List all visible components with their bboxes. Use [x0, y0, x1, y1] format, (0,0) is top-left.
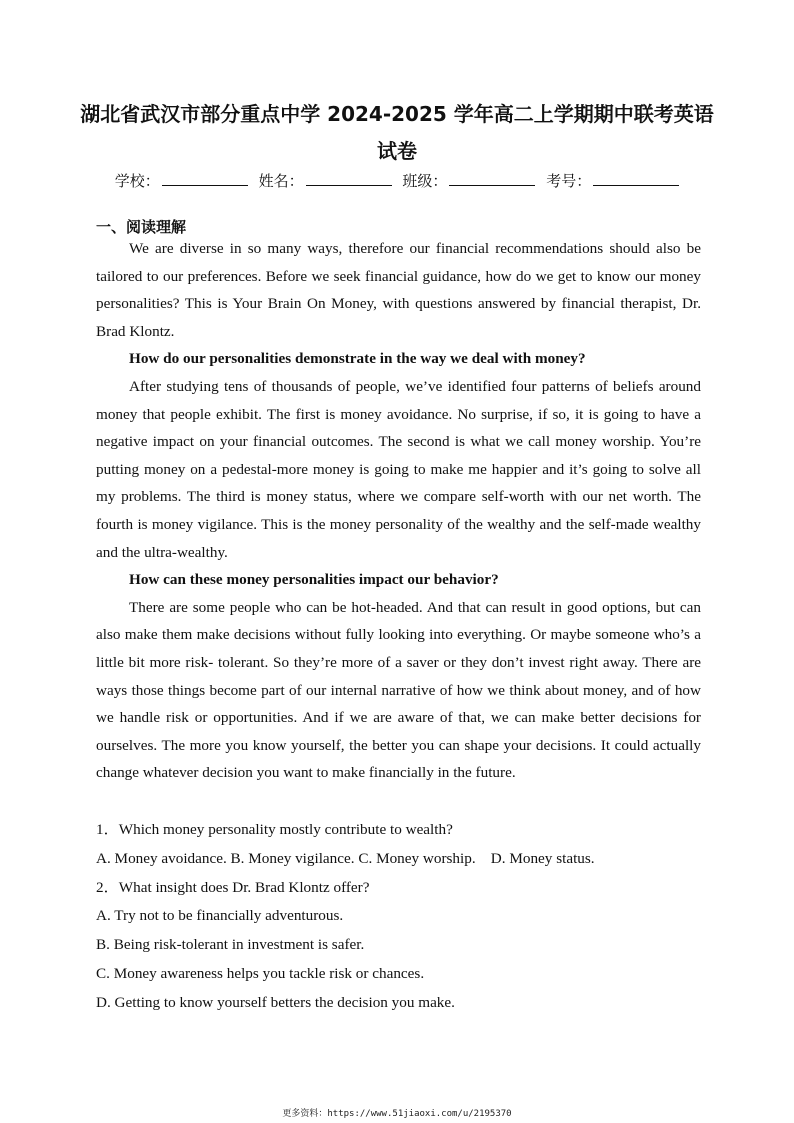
student-info-line: [0, 170, 794, 191]
school-blank: [162, 171, 248, 186]
class-field: [402, 172, 540, 190]
name-blank: [306, 171, 392, 186]
class-label: 班级：: [402, 172, 448, 190]
question-2-option-a: A. Try not to be financially adventurous.: [96, 907, 344, 925]
question-2-option-b: B. Being risk-tolerant in investment is safer.: [96, 936, 365, 954]
school-label: 学校：: [114, 172, 160, 190]
school-field: [115, 172, 253, 190]
exam-number-field: [546, 172, 679, 190]
question-2-option-c: C. Money awareness helps you tackle risk or chances.: [96, 964, 425, 982]
name-label: 姓名：: [258, 172, 304, 190]
exam-title-line2: 试卷: [377, 139, 417, 163]
passage-subheading-2: How can these money personalities impact our behavior?: [129, 571, 499, 589]
exam-number-label: 考号：: [546, 172, 592, 190]
passage-paragraph-2: After studying tens of thousands of people, we’ve identified four patterns of beliefs around money that people exhibit. The first is money avoidance. No surprise, if so, it is going to have a negative impact on your financial outcomes. The second is what we call money worship. You’re putting money on a pedestal-more money is going to make me happier and it’s going to solve all my problems. The third is money status, where we compare self-worth with our net worth. The fourth is money vigilance. This is the money personality of the wealthy and the self-made wealthy and the ultra-wealthy.: [96, 377, 701, 561]
exam-title-line1: 湖北省武汉市部分重点中学 2024-2025 学年高二上学期期中联考英语: [80, 102, 714, 126]
name-field: [259, 172, 397, 190]
question-1-options: A. Money avoidance. B. Money vigilance. C. Money worship. D. Money status.: [96, 849, 595, 867]
section-heading: 一、阅读理解: [96, 218, 187, 236]
passage-paragraph-1: We are diverse in so many ways, therefore our financial recommendations should also be tailored to our preferences. Before we seek financial guidance, how do we get to know our money personalities? This is Your Brain On Money, with questions answered by financial therapist, Dr. Brad Klontz.: [96, 240, 701, 340]
class-blank: [449, 171, 535, 186]
passage-paragraph-3: There are some people who can be hot-headed. And that can result in good options, but can also make them make decisions without fully looking into everything. Or maybe someone who’s a little bit more risk- tolerant. So they’re more of a saver or they don’t invest right away. There are ways those things become part of our internal narrative of how we think about money, and of how we handle risk or opportunities. And if we are aware of that, we can make better decisions for ourselves. The more you know yourself, the better you can shape your decisions. It could actually change whatever decision you want to make financially in the future.: [96, 598, 701, 782]
passage-subheading-1: How do our personalities demonstrate in the way we deal with money?: [129, 350, 586, 368]
exam-title: [60, 96, 734, 170]
question-1-stem: 1．Which money personality mostly contribute to wealth?: [96, 821, 453, 838]
exam-number-blank: [593, 171, 679, 186]
question-2-stem: 2．What insight does Dr. Brad Klontz offer?: [96, 878, 370, 896]
reading-passage: [96, 235, 701, 787]
question-list: [96, 816, 716, 1018]
footer-link-text: 更多资料：https://www.51jiaoxi.com/u/2195370: [282, 1109, 512, 1119]
question-2-option-d: D. Getting to know yourself betters the decision you make.: [96, 993, 455, 1011]
